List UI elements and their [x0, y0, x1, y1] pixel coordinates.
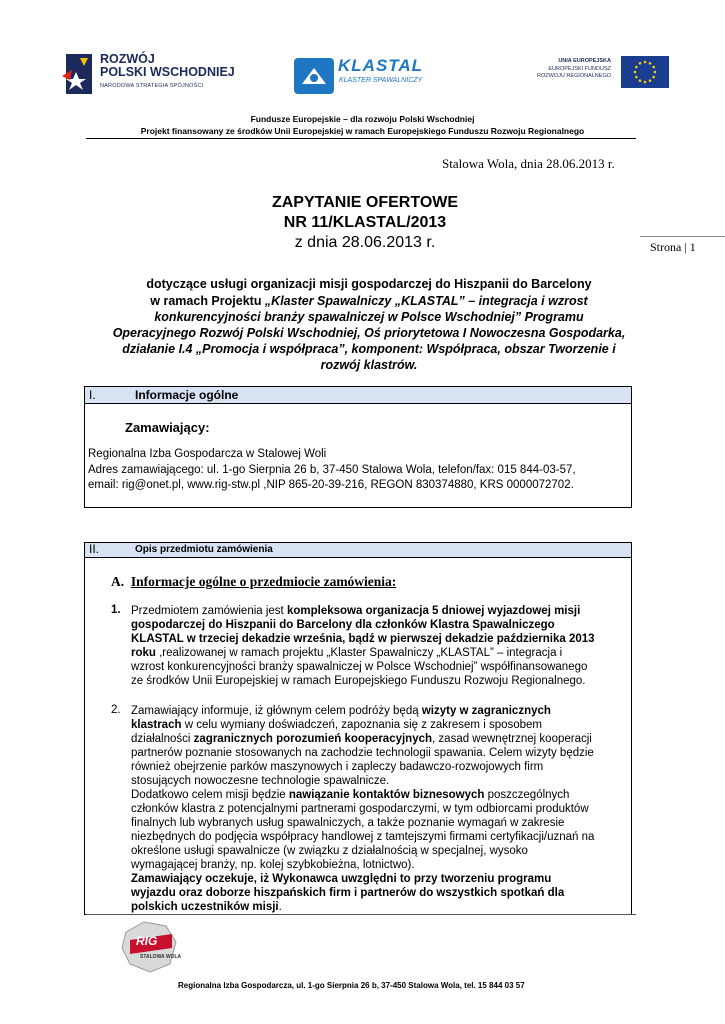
item-2-text: Zamawiający informuje, iż głównym celem podróży będą wizyty w zagranicznych klastrach w celu wymiany doświadczeń, zapoznania się z zakresem i sposobem działalności zagranicznych porozumień kooperacyjnych, zasad wewnętrznej kooperacji partnerów poznanie stosowanych na zachodzie technologii spawania. Celem wizyty będzie również obejrzenie parków maszynowych i zapleczy badawczo-rozwojowych firm stosujących nowoczesne technologie spawalnicze. Dodatkowo celem misji będzie nawiązanie kontaktów biznesowych poszczególnych członków klastra z potencjalnymi partnerami gospodarczymi, w tym odbiorcami produktów finalnych lub wybranych usług spawalniczych, a także poznanie wymagań w zakresie niezbędnych do podjęcia współpracy handlowej z tamtejszymi firmami certyfikacji/uznań na określone usługi spawalnicze (w związku z działalnością w specjalnej, wysoko wymagającej branży, np. kolej szybkobieżna, lotnictwo). Zamawiający oczekuje, iż Wykonawca uwzględni to przy tworzeniu programu wyjazdu oraz doborze hiszpańskich firm i partnerów do wszystkich spotkań dla polskich uczestników misji. [131, 705, 595, 913]
page-number-divider [640, 236, 725, 237]
section-general-info-header [85, 387, 631, 404]
funding-line1: Fundusze Europejskie – dla rozwoju Polski Wschodniej [250, 114, 475, 124]
about-line5: działanie I.4 „Promocja i współpraca”, komponent: Współpraca, obszar Tworzenie i [122, 342, 616, 356]
footer-logo-text: RIG [136, 934, 158, 948]
page-title: ZAPYTANIE OFERTOWE [271, 194, 459, 211]
star-logo-icon [58, 50, 96, 96]
section-heading: Opis przedmiotu zamówienia [135, 544, 273, 555]
welder-logo-icon [294, 58, 334, 94]
logo-rozwoj-polski-wschodniej [58, 50, 238, 98]
title-number: NR 11/KLASTAL/2013 [283, 214, 447, 231]
orderer-name: Regionalna Izba Gospodarcza w Stalowej Woli [88, 448, 327, 460]
section-heading: Informacje ogólne [135, 388, 239, 402]
orderer-address: Adres zamawiającego: ul. 1-go Sierpnia 26 b, 37-450 Stalowa Wola, telefon/fax: 015 844-03-57, [88, 464, 576, 476]
section-order-description-header [85, 543, 631, 558]
title-date: z dnia 28.06.2013 r. [294, 234, 436, 251]
about-line1: dotyczące usługi organizacji misji gospodarczej do Hiszpanii do Barcelony [146, 277, 592, 291]
about-line4: Operacyjnego Rozwój Polski Wschodniej, Oś priorytetowa I Nowoczesna Gospodarka, [112, 326, 626, 340]
footer-address: Regionalna Izba Gospodarcza, ul. 1-go Sierpnia 26 b, 37-450 Stalowa Wola, tel. 15 844 03 57 [178, 981, 525, 990]
subsection-heading: A. Informacje ogólne o przedmiocie zamówienia: [111, 574, 397, 589]
logo-left-line2: POLSKI WSCHODNIEJ [100, 65, 235, 79]
logo-mid-sub: KLASTER SPAWALNICZY [339, 77, 423, 84]
logo-right-line3: ROZWOJU REGIONALNEGO [537, 73, 611, 79]
logo-left-sub: NARODOWA STRATEGIA SPÓJNOŚCI [100, 83, 204, 89]
logo-mid-name: KLASTAL [338, 56, 424, 75]
logo-right-line1: UNIA EUROPEJSKA [558, 58, 611, 64]
eu-flag-icon [621, 56, 669, 88]
about-line6: rozwój klastrów. [320, 358, 418, 372]
orderer-contact: email: rig@onet.pl, www.rig-stw.pl ,NIP 865-20-39-216, REGON 830374880, KRS 0000072702. [88, 479, 574, 491]
page-number: Strona | 1 [650, 240, 696, 254]
funding-line2: Projekt finansowany ze środków Unii Europejskiej w ramach Europejskiego Funduszu Rozwoju Regionalnego [140, 126, 585, 136]
item-1-text: Przedmiotem zamówienia jest kompleksowa organizacja 5 dniowej wyjazdowej misji gospodarczej do Hiszpanii do Barcelony dla członków Klastra Spawalniczego KLASTAL w trzeciej dekadzie września, bądź w pierwszej dekadzie października 2013 roku ,realizowanej w ramach projektu „Klaster Spawalniczy „KLASTAL” – integracja i wzrost konkurencyjności branży spawalniczej w Polsce Wschodniej” współfinansowanego ze środków Unii Europejskiej w ramach Europejskiego Funduszu Rozwoju Regionalnego. [131, 605, 595, 687]
logo-right-line2: EUROPEJSKI FUNDUSZ [548, 66, 611, 72]
orderer-label: Zamawiający: [125, 420, 210, 435]
place-date: Stalowa Wola, dnia 28.06.2013 r. [442, 156, 615, 171]
item-number: 2. [111, 704, 121, 716]
section-general-info [84, 386, 632, 508]
section-order-description [84, 542, 632, 915]
about-line3: konkurencyjności branży spawalniczej w Polsce Wschodniej” Programu [154, 310, 584, 324]
section-numeral: II. [89, 542, 100, 556]
footer-logo-rig [120, 918, 180, 976]
logo-unia-europejska [537, 56, 669, 90]
item-number: 1. [111, 604, 121, 616]
footer-logo-sub: STALOWA WOLA [140, 954, 182, 960]
header-divider [86, 138, 636, 139]
section-numeral: I. [89, 388, 96, 402]
logo-klastal [294, 56, 444, 96]
about-line2: w ramach Projektu „Klaster Spawalniczy „KLASTAL” – integracja i wzrost [150, 294, 588, 308]
logo-left-line1: ROZWÓJ [100, 52, 155, 66]
footer-divider [86, 914, 636, 915]
